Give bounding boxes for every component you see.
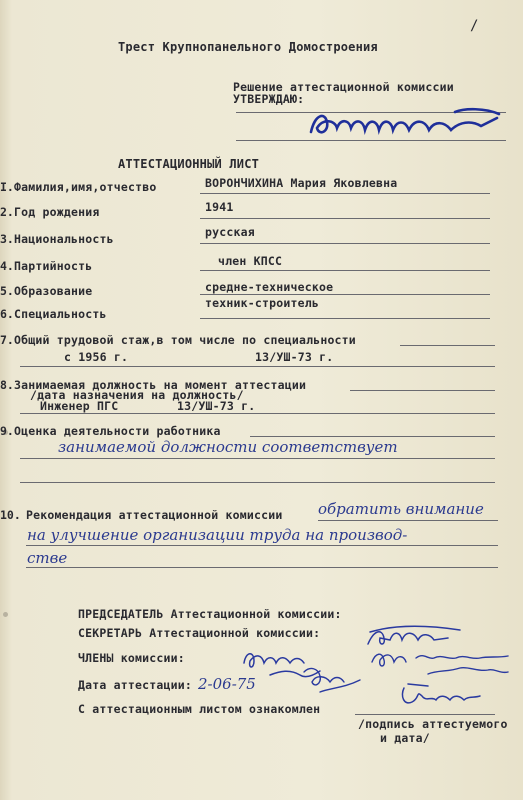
employee-signature bbox=[398, 682, 488, 710]
field-value: ВОРОНЧИХИНА Мария Яковлевна bbox=[205, 176, 398, 190]
field-label: Фамилия,имя,отчество bbox=[14, 180, 157, 194]
position-label: Занимаемая должность на момент аттестации bbox=[14, 378, 307, 392]
field-number: 3. bbox=[0, 232, 14, 246]
field-label: Специальность bbox=[14, 307, 107, 321]
experience-total: с 1956 г. bbox=[64, 350, 129, 364]
position-line-2 bbox=[20, 413, 495, 414]
field-value: русская bbox=[205, 225, 255, 239]
position-value: Инженер ПГС bbox=[40, 399, 119, 413]
date-label: Дата аттестации: bbox=[78, 678, 192, 692]
field-line bbox=[200, 243, 490, 244]
field-value: техник-строитель bbox=[205, 296, 319, 310]
member-signature-2 bbox=[300, 662, 370, 698]
recommendation-handwritten-2: на улучшение организации труда на производ- bbox=[27, 526, 408, 544]
experience-line bbox=[400, 345, 495, 346]
field-line bbox=[200, 270, 490, 271]
recommendation-handwritten-1: обратить внимание bbox=[318, 500, 484, 518]
attestation-date: 2-06-75 bbox=[198, 675, 256, 693]
field-label: Год рождения bbox=[14, 205, 100, 219]
acquainted-label: С аттестационным листом ознакомлен bbox=[78, 702, 321, 716]
document-title: АТТЕСТАЦИОННЫЙ ЛИСТ bbox=[118, 157, 260, 171]
position-label-2: /дата назначения на должность/ bbox=[30, 388, 244, 402]
recommendation-handwritten-3: стве bbox=[27, 549, 68, 567]
evaluation-handwritten: занимаемой должности соответствует bbox=[58, 438, 398, 456]
approval-signature bbox=[305, 108, 505, 142]
evaluation-line-2 bbox=[20, 458, 495, 459]
evaluation-line bbox=[250, 436, 495, 437]
position-date: 13/УШ-73 г. bbox=[177, 399, 256, 413]
experience-label: Общий трудовой стаж,в том числе по специальности bbox=[14, 333, 356, 347]
evaluation-number: 9. bbox=[0, 424, 14, 438]
position-line bbox=[350, 390, 495, 391]
evaluation-line-3 bbox=[20, 482, 495, 483]
field-line bbox=[200, 218, 490, 219]
punch-hole bbox=[3, 612, 8, 617]
field-number: 4. bbox=[0, 259, 14, 273]
trust-name: Трест Крупнопанельного Домостроения bbox=[118, 40, 378, 54]
field-label: Партийность bbox=[14, 259, 93, 273]
field-line bbox=[200, 193, 490, 194]
field-number: 2. bbox=[0, 205, 14, 219]
field-line bbox=[200, 318, 490, 319]
experience-number: 7. bbox=[0, 333, 14, 347]
position-number: 8. bbox=[0, 378, 14, 392]
field-value: член КПСС bbox=[218, 254, 283, 268]
field-value: 1941 bbox=[205, 200, 234, 214]
field-number: 6. bbox=[0, 307, 14, 321]
recommendation-line-2 bbox=[26, 545, 498, 546]
member-signature-3 bbox=[368, 646, 518, 686]
secretary-label: СЕКРЕТАРЬ Аттестационной комиссии: bbox=[78, 626, 321, 640]
signature-line bbox=[355, 714, 495, 715]
recommendation-label: Рекомендация аттестационной комиссии bbox=[26, 508, 283, 522]
approve-label: УТВЕРЖДАЮ: bbox=[233, 92, 305, 106]
members-label: ЧЛЕНЫ комиссии: bbox=[78, 651, 185, 665]
field-line bbox=[200, 294, 490, 295]
field-number: I. bbox=[0, 180, 14, 194]
recommendation-line-3 bbox=[26, 567, 498, 568]
chairman-label: ПРЕДСЕДАТЕЛЬ Аттестационной комиссии: bbox=[78, 607, 342, 621]
recommendation-number: 10. bbox=[0, 508, 21, 522]
corner-mark: / bbox=[470, 18, 479, 34]
evaluation-label: Оценка деятельности работника bbox=[14, 424, 221, 438]
field-value: средне-техническое bbox=[205, 280, 334, 294]
experience-special: 13/УШ-73 г. bbox=[255, 350, 334, 364]
signature-caption-2: и дата/ bbox=[380, 731, 430, 745]
field-label: Национальность bbox=[14, 232, 114, 246]
decision-heading: Решение аттестационной комиссии bbox=[233, 80, 454, 94]
experience-line-2 bbox=[20, 366, 495, 367]
field-number: 5. bbox=[0, 284, 14, 298]
field-label: Образование bbox=[14, 284, 93, 298]
recommendation-line bbox=[318, 520, 498, 521]
signature-caption-1: /подпись аттестуемого bbox=[358, 717, 508, 731]
